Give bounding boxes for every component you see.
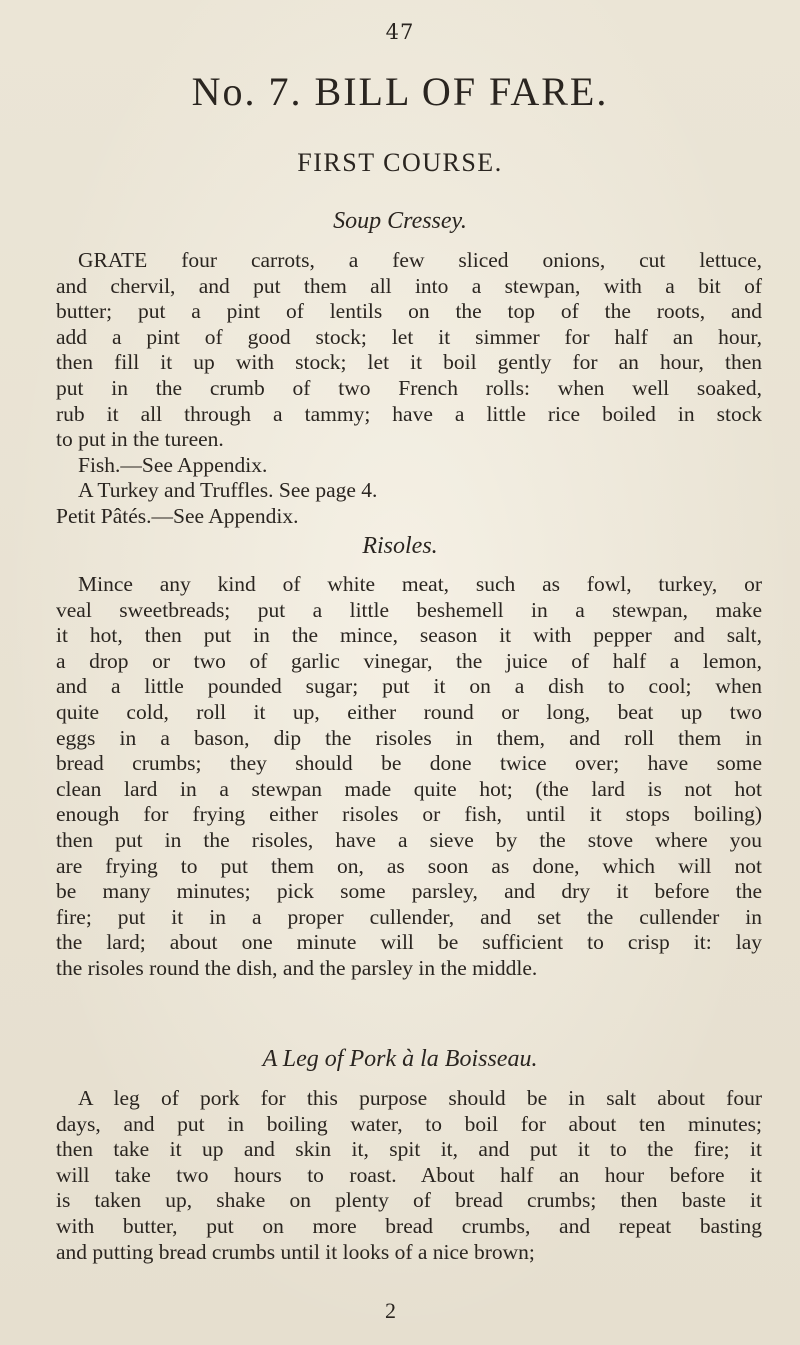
risoles-line: eggs in a bason, dip the risoles in them, and roll them in [56,725,762,750]
risoles-line: and a little pounded sugar; put it on a dish to cool; when [56,674,762,699]
pork-line: A leg of pork for this purpose should be in salt about four [78,1086,762,1110]
risoles-line: the lard; about one minute will be sufficient to crisp it: lay [56,930,762,955]
pork-line: is taken up, shake on plenty of bread crumbs; then baste it [56,1188,762,1213]
pork-line: and putting bread crumbs until it looks of a nice brown; [56,1239,535,1264]
risoles-line: veal sweetbreads; put a little beshemell in a stewpan, make [56,597,762,622]
risoles-title: Risoles. [362,533,438,559]
risoles-line: it hot, then put in the mince, season it with pepper and salt, [56,623,762,648]
bill-of-fare-heading: No. 7. BILL OF FARE. [191,69,609,114]
page-number: 47 [385,20,415,44]
risoles-line: bread crumbs; they should be done twice over; have some [56,751,762,776]
risoles-line: a drop or two of garlic vinegar, the juice of half a lemon, [56,648,762,673]
soup-recipe [56,248,762,530]
menu-item-petit-pates: Petit Pâtés.—See Appendix. [56,503,299,528]
signature-mark: 2 [385,1298,396,1323]
soup-line: put in the crumb of two French rolls: when well soaked, [56,375,762,400]
risoles-line: then put in the risoles, have a sieve by the stove where you [56,827,762,852]
pork-title: A Leg of Pork à la Boisseau. [262,1046,538,1072]
pork-line: then take it up and skin it, spit it, and put it to the fire; it [56,1137,762,1162]
soup-line: add a pint of good stock; let it simmer for half an hour, [56,324,762,349]
risoles-line: quite cold, roll it up, either round or long, beat up two [56,699,762,724]
risoles-line: fire; put it in a proper cullender, and set the cullender in [56,904,762,929]
soup-line: GRATE four carrots, a few sliced onions, cut lettuce, [78,248,762,272]
soup-line: and chervil, and put them all into a stewpan, with a bit of [56,273,762,298]
soup-line: butter; put a pint of lentils on the top of the roots, and [56,299,762,324]
soup-title: Soup Cressey. [333,208,467,234]
menu-item-fish: Fish.—See Appendix. [78,452,268,477]
pork-line: days, and put in boiling water, to boil for about ten minutes; [56,1111,762,1136]
soup-line: then fill it up with stock; let it boil gently for an hour, then [56,350,762,375]
soup-line: to put in the tureen. [56,427,224,452]
risoles-line: the risoles round the dish, and the parsley in the middle. [56,955,538,980]
pork-recipe [56,1086,762,1265]
risoles-line: Mince any kind of white meat, such as fowl, turkey, or [78,572,762,596]
pork-line: with butter, put on more bread crumbs, and repeat basting [56,1213,762,1238]
menu-item-turkey: A Turkey and Truffles. See page 4. [78,478,378,503]
risoles-recipe [56,572,762,982]
risoles-line: are frying to put them on, as soon as done, which will not [56,853,762,878]
risoles-line: enough for frying either risoles or fish, until it stops boiling) [56,802,762,827]
risoles-line: clean lard in a stewpan made quite hot; (the lard is not hot [56,776,762,801]
soup-line: rub it all through a tammy; have a little rice boiled in stock [56,401,762,426]
risoles-line: be many minutes; pick some parsley, and dry it before the [56,879,762,904]
pork-line: will take two hours to roast. About half an hour before it [56,1162,762,1187]
course-heading: FIRST COURSE. [297,148,503,177]
